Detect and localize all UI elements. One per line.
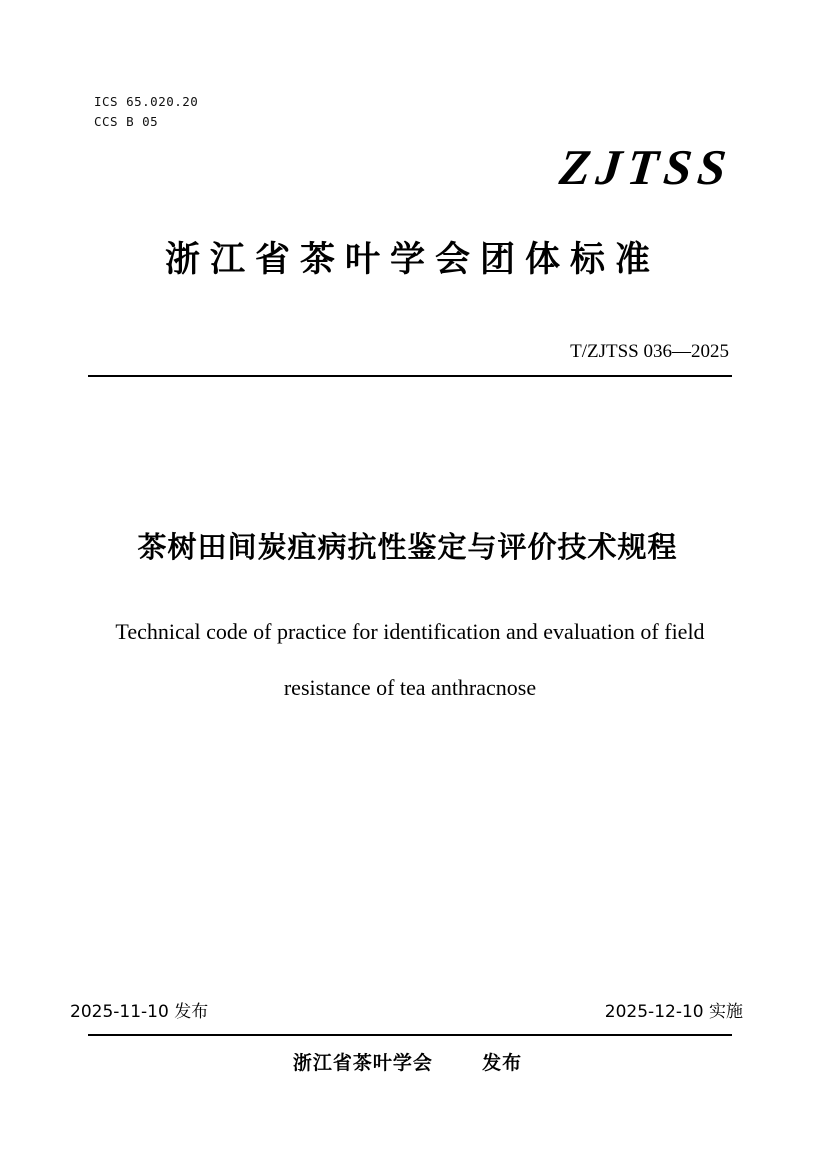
- ics-code: ICS 65.020.20: [94, 94, 199, 109]
- document-title-english-line2: resistance of tea anthracnose: [283, 675, 537, 700]
- publisher-line: [0, 1048, 815, 1075]
- header-divider: [88, 375, 732, 377]
- document-title-chinese: 茶树田间炭疽病抗性鉴定与评价技术规程: [137, 530, 678, 564]
- zjtss-logo: ZJTSS: [557, 139, 735, 195]
- standard-number: T/ZJTSS 036—2025: [570, 341, 729, 362]
- publisher-action: 发布: [482, 1052, 523, 1074]
- document-title-english-line1: Technical code of practice for identification and evaluation of field: [115, 619, 705, 644]
- organization-standard-title: 浙江省茶叶学会团体标准: [164, 240, 660, 280]
- classification-codes: [94, 92, 198, 132]
- implementation-date: 2025-12-10 实施: [604, 1002, 743, 1022]
- issue-date: 2025-11-10 发布: [70, 1002, 209, 1022]
- footer-divider: [88, 1034, 732, 1036]
- document-title-english: [90, 604, 730, 716]
- ccs-code: CCS B 05: [94, 114, 159, 129]
- publisher-name: 浙江省茶叶学会: [292, 1052, 433, 1074]
